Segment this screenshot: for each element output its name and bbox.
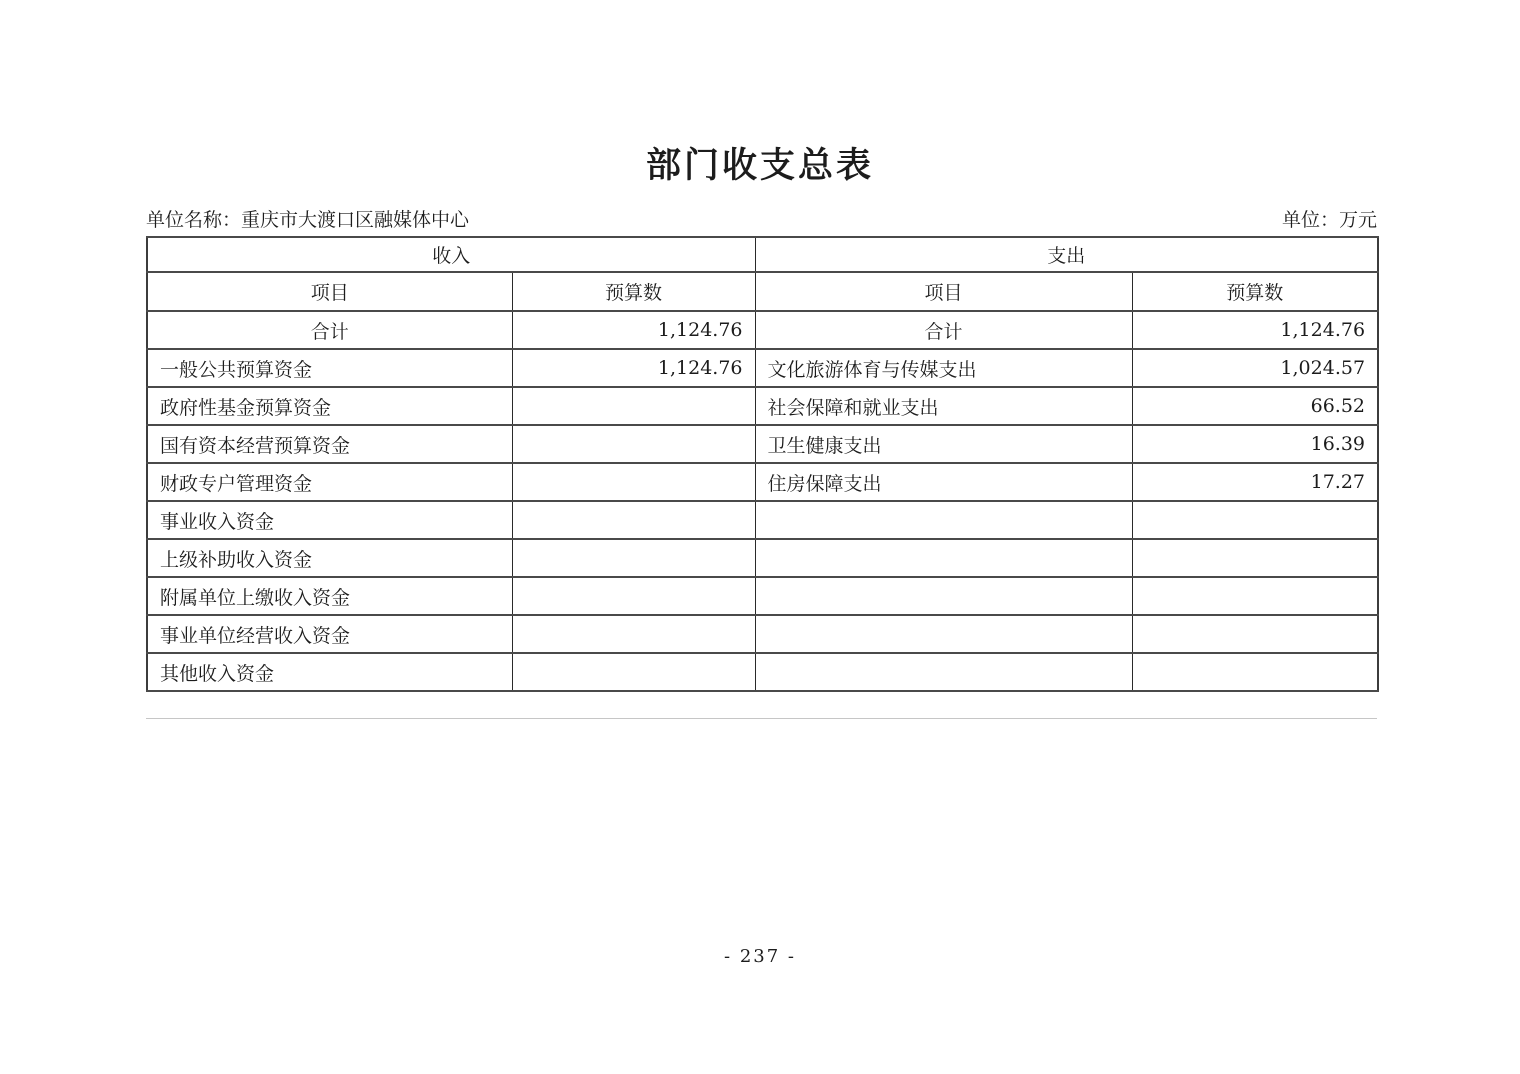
expense-item-cell [755, 653, 1132, 691]
income-item-cell: 事业收入资金 [147, 501, 512, 539]
meta-line [146, 205, 1377, 232]
budget-summary-table [146, 236, 1379, 692]
expense-budget-cell: 66.52 [1132, 387, 1378, 425]
unit-name-label: 单位名称：重庆市大渡口区融媒体中心 [146, 209, 470, 231]
table-row [147, 425, 1378, 463]
income-item-cell: 财政专户管理资金 [147, 463, 512, 501]
income-item-cell: 其他收入资金 [147, 653, 512, 691]
table-row [147, 501, 1378, 539]
income-budget-header: 预算数 [512, 272, 755, 311]
income-budget-cell [512, 425, 755, 463]
expense-item-cell: 社会保障和就业支出 [755, 387, 1132, 425]
income-item-cell: 附属单位上缴收入资金 [147, 577, 512, 615]
expense-budget-cell [1132, 539, 1378, 577]
page-number: - 237 - [724, 946, 796, 967]
income-budget-cell [512, 615, 755, 653]
expense-item-header: 项目 [755, 272, 1132, 311]
income-item-cell: 上级补助收入资金 [147, 539, 512, 577]
income-budget-cell [512, 653, 755, 691]
expense-item-cell [755, 501, 1132, 539]
income-item-cell: 事业单位经营收入资金 [147, 615, 512, 653]
table-row [147, 615, 1378, 653]
expense-item-cell: 合计 [755, 311, 1132, 349]
unit-of-measure-label: 单位：万元 [1281, 209, 1377, 231]
income-budget-cell: 1,124.76 [512, 311, 755, 349]
expense-budget-cell: 1,024.57 [1132, 349, 1378, 387]
table-row [147, 349, 1378, 387]
income-budget-cell [512, 463, 755, 501]
income-budget-cell [512, 539, 755, 577]
expense-budget-cell [1132, 653, 1378, 691]
income-budget-cell [512, 501, 755, 539]
expense-item-cell [755, 539, 1132, 577]
income-item-cell: 国有资本经营预算资金 [147, 425, 512, 463]
table-row [147, 653, 1378, 691]
expense-item-cell [755, 615, 1132, 653]
income-budget-cell [512, 577, 755, 615]
income-item-cell: 合计 [147, 311, 512, 349]
expense-budget-cell: 1,124.76 [1132, 311, 1378, 349]
table-row [147, 539, 1378, 577]
income-item-cell: 一般公共预算资金 [147, 349, 512, 387]
expense-budget-cell: 16.39 [1132, 425, 1378, 463]
income-budget-cell [512, 387, 755, 425]
expense-budget-cell: 17.27 [1132, 463, 1378, 501]
table-row [147, 577, 1378, 615]
expense-item-cell: 卫生健康支出 [755, 425, 1132, 463]
section-header-row [147, 237, 1378, 272]
table-row [147, 311, 1378, 349]
income-budget-cell: 1,124.76 [512, 349, 755, 387]
expense-budget-cell [1132, 615, 1378, 653]
table-row [147, 387, 1378, 425]
expense-budget-cell [1132, 577, 1378, 615]
expense-section-header: 支出 [755, 237, 1378, 272]
income-item-cell: 政府性基金预算资金 [147, 387, 512, 425]
expense-item-cell: 文化旅游体育与传媒支出 [755, 349, 1132, 387]
income-section-header: 收入 [147, 237, 755, 272]
income-item-header: 项目 [147, 272, 512, 311]
expense-item-cell [755, 577, 1132, 615]
expense-budget-cell [1132, 501, 1378, 539]
table-bottom-shadow-line [146, 718, 1377, 719]
table-row [147, 463, 1378, 501]
expense-budget-header: 预算数 [1132, 272, 1378, 311]
expense-item-cell: 住房保障支出 [755, 463, 1132, 501]
column-header-row [147, 272, 1378, 311]
page-title: 部门收支总表 [645, 145, 874, 186]
